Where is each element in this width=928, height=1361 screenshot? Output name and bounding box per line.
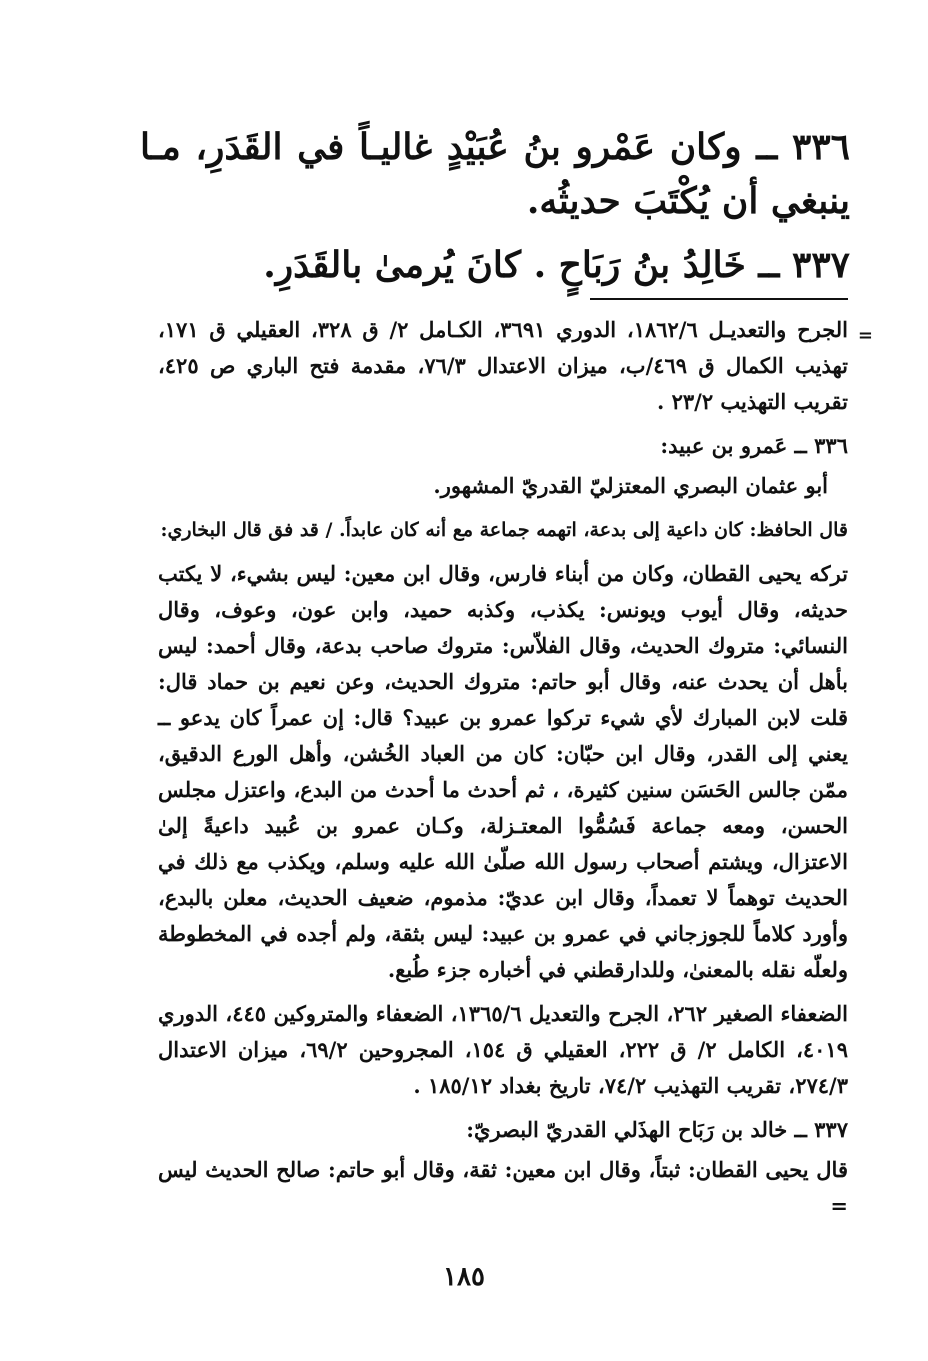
entry-337-main: ٣٣٧ ــ خَالِدُ بنُ رَبَاحٍ . كانَ يُرمىٰ بالقَدَرِ. [263,244,850,286]
footnote-divider [590,298,848,300]
footnote-336-refs: الضعفاء الصغير ٢٦٢، الجرح والتعديل ١٣٦٥/٦، الضعفاء والمتروكين ٤٤٥، الدوري ٤٠١٩، الكامل ٢/ ق ٢٢٢، العقيلي ق ١٥٤، المجروحين ٦٩/٢، ميزان الاعتدال ٢٧٤/٣، تقريب التهذيب ٧٤/٢، تاريخ بغداد ١٨٥/١٢ . [158,1001,848,1098]
footnote-336-heading: ٣٣٦ ــ عَمرو بن عبيد: [660,433,848,458]
entry-336-main: ٣٣٦ ــ وكان عَمْرو بنُ عُبَيْدٍ غاليـاً في القَدَرِ، مـا ينبغي أن يُكْتَبَ حديثُه. [140,126,850,222]
footnote-336-quote: قال الحافظ: كان داعية إلى بدعة، اتهمه جماعة مع أنه كان عابداً. / قد فق قال البخاري: [160,519,848,541]
continuation-mark: = [857,325,873,346]
footnotes [158,312,873,1232]
footnote-336-subtitle: أبو عثمان البصري المعتزليّ القدريّ المشهور. [433,473,828,498]
main-text [140,120,850,302]
footnote-refs-previous [158,312,873,420]
page-number: ١٨٥ [443,1262,485,1292]
footnote-337-body: قال يحيى القطان: ثبتاً، وقال ابن معين: ثقة، وقال أبو حاتم: صالح الحديث ليس = [158,1157,848,1218]
footnote-refs-previous-text: الجرح والتعديـل ١٨٦٢/٦، الدوري ٣٦٩١، الكـامل ٢/ ق ٣٢٨، العقيلي ق ١٧١، تهذيب الكمال ق ٤٦٩/ب، ميزان الاعتدال ٧٦/٣، مقدمة فتح الباري ص ٤٢٥، تقريب التهذيب ٢٣/٢ . [158,317,849,414]
footnote-336-body: تركه يحيى القطان، وكان من أبناء فارس، وقال ابن معين: ليس بشيء، لا يكتب حديثه، وقال أيوب ويونس: يكذب، وكذبه حميد، وابن عون، وعوف، وقال النسائي: متروك الحديث، وقال الفلاّس: متروك صاحب بدعة، وقال أحمد: ليس بأهل أن يحدث عنه، وقال أبو حاتم: متروك الحديث، وعن نعيم بن حماد قال: قلت لابن المبارك لأي شيء تركوا عمرو بن عبيد؟ قال: إن عمراً كان يدعو ــ يعني إلى القدر، وقال ابن حبّان: كان من العباد الخُشن، وأهل الورع الدقيق، ممّن جالس الحَسَن سنين كثيرة، ، ثم أحدث ما أحدث من البدع، واعتزل مجلس الحسن، ومعه جماعة فَسُمُّوا المعتـزلة، وكـان عمرو بن عُبيد داعيةً إلىٰ الاعتزال، ويشتم أصحاب رسول الله صلّىٰ الله عليه وسلم، ويكذب مع ذلك في الحديث توهماً لا تعمداً، وقال ابن عديّ: مذموم، ضعيف الحديث، معلن بالبدع، وأورد كلاماً للجوزجاني في عمرو بن عبيد: ليس بثقة، ولم أجده في المخطوطة ولعلّه نقله بالمعنىٰ، وللدارقطني في أخباره جزء طُبع. [158,561,849,982]
footnote-337-heading: ٣٣٧ ــ خالد بن رَبَاح الهذَلي القدريّ البصريّ: [466,1117,848,1142]
